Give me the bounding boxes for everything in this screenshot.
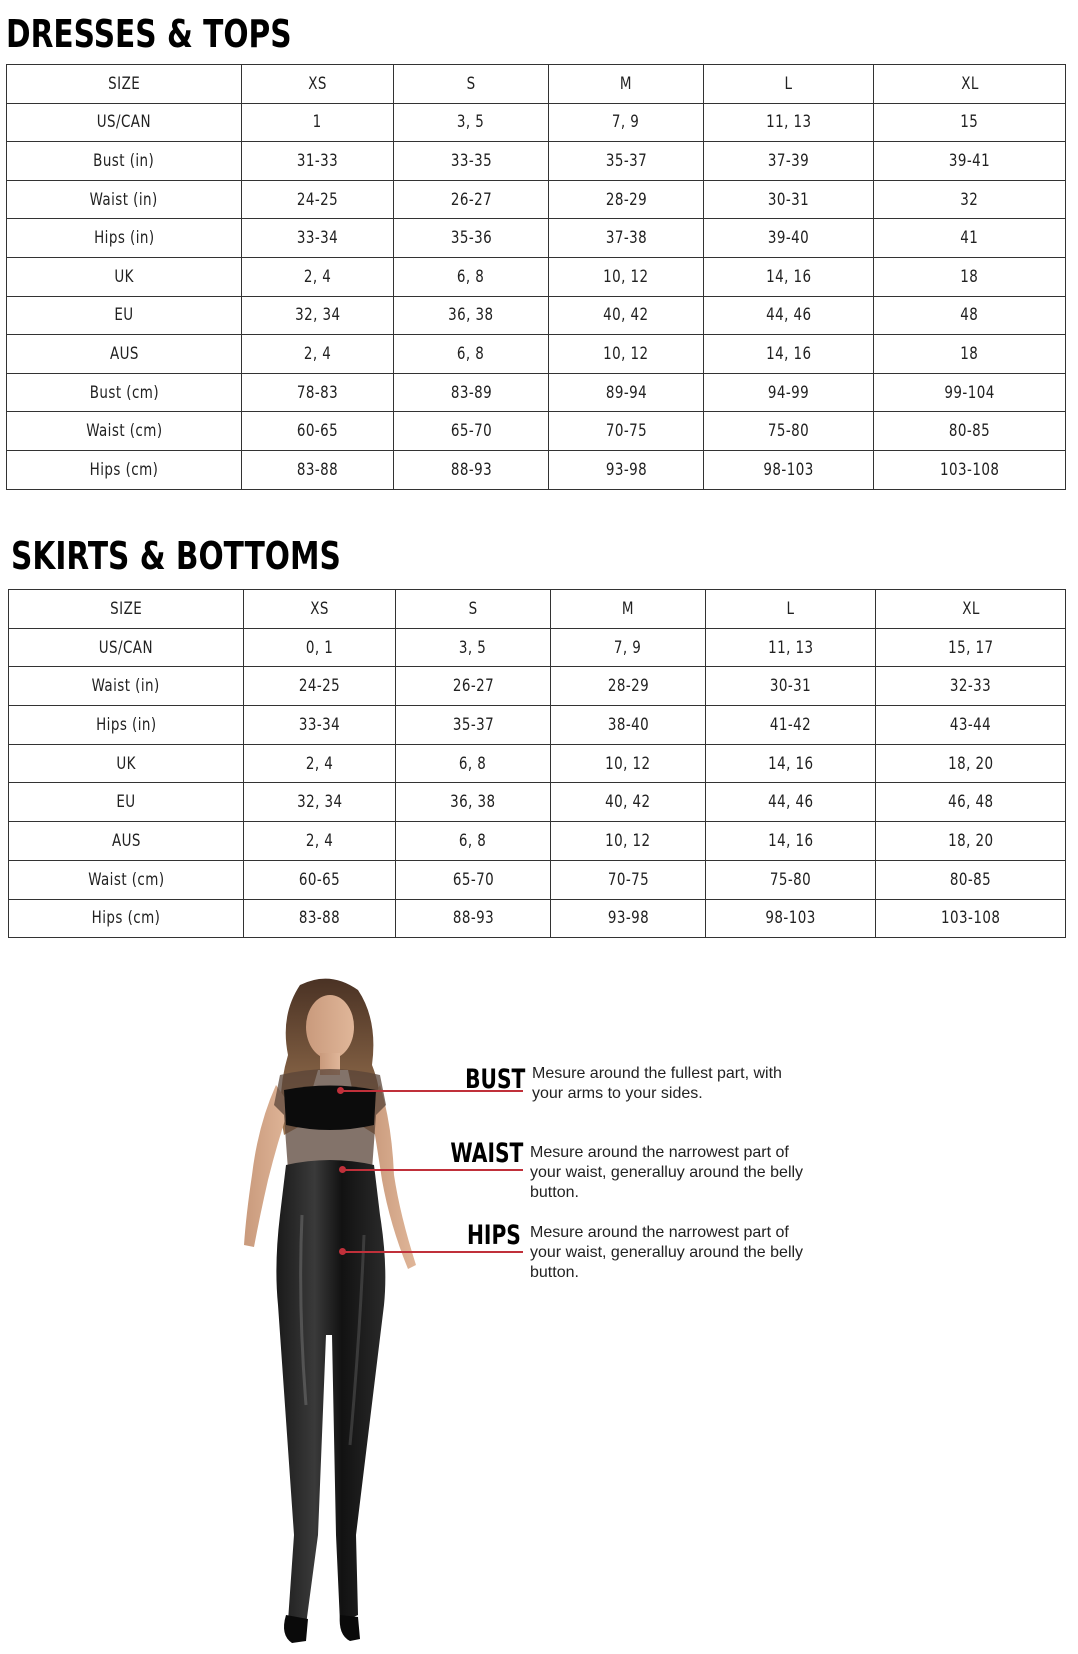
table-row <box>9 628 1066 667</box>
cell-text: 98-103 <box>765 908 816 929</box>
cell-text: XL <box>961 598 980 619</box>
table-row <box>9 899 1066 938</box>
table-header-row <box>9 590 1066 629</box>
table-cell <box>874 257 1066 296</box>
table-cell <box>394 103 549 142</box>
cell-text: 7, 9 <box>614 637 642 658</box>
cell-text: US/CAN <box>96 112 152 133</box>
table-cell <box>706 860 876 899</box>
cell-text: 83-88 <box>298 908 341 929</box>
cell-text: 18, 20 <box>947 830 994 851</box>
cell-text: L <box>784 73 793 94</box>
cell-text: Waist (in) <box>89 189 159 210</box>
cell-text: EU <box>116 792 136 813</box>
cell-text: SIZE <box>107 73 140 94</box>
table-cell <box>244 667 396 706</box>
cell-text: 43-44 <box>949 714 992 735</box>
dresses-size-table <box>6 64 1066 490</box>
cell-text: 89-94 <box>605 382 647 403</box>
table-header-cell <box>9 590 244 629</box>
table-cell <box>706 822 876 861</box>
table-cell <box>874 450 1066 489</box>
cell-text: 99-104 <box>944 382 995 403</box>
table-cell <box>551 667 706 706</box>
table-cell <box>876 667 1066 706</box>
table-cell <box>706 706 876 745</box>
cell-text: 46, 48 <box>947 792 994 813</box>
cell-text: 35-36 <box>450 228 492 249</box>
table-row-label <box>7 335 242 374</box>
cell-text: 39-41 <box>948 150 991 171</box>
cell-text: 33-35 <box>450 150 492 171</box>
cell-text: 88-93 <box>450 459 492 480</box>
cell-text: 28-29 <box>605 189 647 210</box>
table-row-label <box>9 628 244 667</box>
table-cell <box>396 899 551 938</box>
cell-text: 10, 12 <box>603 343 649 364</box>
table-cell <box>394 142 549 181</box>
cell-text: 37-39 <box>767 150 810 171</box>
cell-text: S <box>466 73 476 94</box>
cell-text: 0, 1 <box>305 637 334 658</box>
table-cell <box>551 744 706 783</box>
cell-text: 6, 8 <box>457 266 485 287</box>
dresses-tops-title: DRESSES & TOPS <box>6 12 292 56</box>
bust-label: BUST <box>464 1064 525 1095</box>
cell-text: 14, 16 <box>765 343 812 364</box>
cell-text: Waist (cm) <box>87 869 165 890</box>
table-cell <box>396 628 551 667</box>
table-row <box>9 783 1066 822</box>
table-row <box>9 822 1066 861</box>
table-cell <box>396 744 551 783</box>
cell-text: 6, 8 <box>459 830 487 851</box>
table-row <box>7 373 1066 412</box>
table-cell <box>876 706 1066 745</box>
cell-text: UK <box>114 266 134 287</box>
table-cell <box>704 335 874 374</box>
cell-text: 2, 4 <box>305 753 334 774</box>
table-cell <box>394 450 549 489</box>
cell-text: 32-33 <box>949 676 992 697</box>
table-cell <box>874 296 1066 335</box>
table-header-cell <box>551 590 706 629</box>
table-header-cell <box>874 65 1066 104</box>
model-figure <box>180 975 460 1645</box>
hips-description: Mesure around the narrowest part of your waist, generalluy around the belly button. <box>530 1224 804 1281</box>
cell-text: 7, 9 <box>612 112 640 133</box>
cell-text: 40, 42 <box>605 792 651 813</box>
table-header-cell <box>704 65 874 104</box>
cell-text: S <box>468 598 478 619</box>
table-cell <box>874 412 1066 451</box>
table-cell <box>549 180 704 219</box>
cell-text: 35-37 <box>452 714 494 735</box>
bust-description: Mesure around the fullest part, with your arms to your sides. <box>532 1065 782 1102</box>
cell-text: 80-85 <box>949 869 992 890</box>
table-cell <box>244 783 396 822</box>
cell-text: 10, 12 <box>605 753 651 774</box>
table-cell <box>242 335 394 374</box>
cell-text: 35-37 <box>605 150 647 171</box>
table-row-label <box>9 783 244 822</box>
table-cell <box>396 667 551 706</box>
cell-text: Bust (cm) <box>89 382 159 403</box>
table-cell <box>874 373 1066 412</box>
table-row-label <box>9 744 244 783</box>
table-header-cell <box>876 590 1066 629</box>
table-header-cell <box>244 590 396 629</box>
cell-text: 41-42 <box>769 714 812 735</box>
cell-text: 83-88 <box>296 459 339 480</box>
cell-text: 3, 5 <box>457 112 485 133</box>
table-cell <box>242 142 394 181</box>
table-header-cell <box>7 65 242 104</box>
table-cell <box>242 103 394 142</box>
cell-text: 44, 46 <box>767 792 814 813</box>
cell-text: US/CAN <box>98 637 154 658</box>
cell-text: 103-108 <box>940 908 1001 929</box>
table-header-cell <box>706 590 876 629</box>
cell-text: 75-80 <box>769 869 812 890</box>
table-header-cell <box>549 65 704 104</box>
cell-text: Hips (cm) <box>91 908 161 929</box>
cell-text: 36, 38 <box>450 792 496 813</box>
table-cell <box>551 783 706 822</box>
table-cell <box>551 706 706 745</box>
cell-text: 37-38 <box>605 228 647 249</box>
cell-text: M <box>619 73 633 94</box>
cell-text: Waist (in) <box>91 676 161 697</box>
table-cell <box>704 142 874 181</box>
table-cell <box>242 296 394 335</box>
cell-text: 33-34 <box>296 228 339 249</box>
table-cell <box>704 373 874 412</box>
table-cell <box>396 860 551 899</box>
table-row-label <box>9 822 244 861</box>
table-header-cell <box>396 590 551 629</box>
table-cell <box>874 142 1066 181</box>
cell-text: AUS <box>109 343 139 364</box>
cell-text: 2, 4 <box>305 830 334 851</box>
skirts-size-table <box>8 589 1066 938</box>
table-cell <box>549 373 704 412</box>
cell-text: 36, 38 <box>448 305 494 326</box>
table-row <box>7 180 1066 219</box>
table-cell <box>394 296 549 335</box>
table-row <box>9 860 1066 899</box>
table-cell <box>242 373 394 412</box>
table-cell <box>704 180 874 219</box>
table-row-label <box>9 667 244 706</box>
table-cell <box>549 103 704 142</box>
table-row-label <box>7 257 242 296</box>
hips-label: HIPS <box>467 1220 521 1251</box>
table-header-cell <box>242 65 394 104</box>
cell-text: 32, 34 <box>294 305 341 326</box>
cell-text: 33-34 <box>298 714 341 735</box>
cell-text: 24-25 <box>298 676 341 697</box>
cell-text: 32 <box>960 189 979 210</box>
table-row <box>7 219 1066 258</box>
table-row <box>9 744 1066 783</box>
table-cell <box>876 628 1066 667</box>
table-cell <box>551 899 706 938</box>
cell-text: 48 <box>960 305 979 326</box>
table-row-label <box>7 180 242 219</box>
cell-text: 28-29 <box>607 676 649 697</box>
waist-description: Mesure around the narrowest part of your waist, generalluy around the belly button. <box>530 1144 804 1201</box>
table-cell <box>549 450 704 489</box>
cell-text: 83-89 <box>450 382 492 403</box>
table-cell <box>876 899 1066 938</box>
cell-text: Hips (cm) <box>89 459 159 480</box>
table-cell <box>706 628 876 667</box>
cell-text: XS <box>310 598 329 619</box>
cell-text: SIZE <box>109 598 142 619</box>
table-cell <box>244 744 396 783</box>
cell-text: L <box>786 598 795 619</box>
cell-text: 38-40 <box>607 714 649 735</box>
cell-text: 30-31 <box>769 676 812 697</box>
cell-text: 14, 16 <box>767 830 814 851</box>
table-cell <box>394 257 549 296</box>
table-cell <box>549 257 704 296</box>
cell-text: XL <box>960 73 979 94</box>
cell-text: 41 <box>960 228 979 249</box>
cell-text: 18 <box>960 266 979 287</box>
table-row <box>9 667 1066 706</box>
table-cell <box>394 335 549 374</box>
table-row <box>7 450 1066 489</box>
cell-text: 98-103 <box>763 459 814 480</box>
cell-text: 78-83 <box>296 382 339 403</box>
table-cell <box>549 412 704 451</box>
cell-text: 3, 5 <box>459 637 487 658</box>
cell-text: M <box>621 598 635 619</box>
cell-text: 26-27 <box>452 676 494 697</box>
table-row <box>7 335 1066 374</box>
table-cell <box>551 822 706 861</box>
table-cell <box>706 899 876 938</box>
cell-text: AUS <box>111 830 141 851</box>
table-row <box>7 257 1066 296</box>
table-cell <box>874 103 1066 142</box>
cell-text: 65-70 <box>450 421 492 442</box>
table-row-label <box>9 706 244 745</box>
table-cell <box>549 219 704 258</box>
table-cell <box>244 822 396 861</box>
cell-text: 24-25 <box>296 189 339 210</box>
waist-line <box>345 1169 523 1171</box>
cell-text: 94-99 <box>767 382 810 403</box>
cell-text: 60-65 <box>298 869 341 890</box>
waist-label: WAIST <box>449 1138 523 1169</box>
cell-text: 2, 4 <box>303 343 332 364</box>
cell-text: 93-98 <box>607 908 649 929</box>
table-cell <box>244 860 396 899</box>
table-cell <box>244 628 396 667</box>
table-row <box>7 142 1066 181</box>
table-cell <box>706 667 876 706</box>
table-cell <box>394 412 549 451</box>
cell-text: 11, 13 <box>765 112 812 133</box>
table-row-label <box>9 899 244 938</box>
table-cell <box>706 744 876 783</box>
cell-text: XS <box>308 73 327 94</box>
cell-text: 93-98 <box>605 459 647 480</box>
table-row <box>9 706 1066 745</box>
table-row-label <box>9 860 244 899</box>
cell-text: 31-33 <box>296 150 339 171</box>
table-cell <box>549 142 704 181</box>
cell-text: 65-70 <box>452 869 494 890</box>
table-cell <box>704 296 874 335</box>
table-cell <box>704 103 874 142</box>
table-cell <box>876 822 1066 861</box>
cell-text: 6, 8 <box>459 753 487 774</box>
table-cell <box>549 335 704 374</box>
table-row-label <box>7 450 242 489</box>
table-row <box>7 296 1066 335</box>
cell-text: 80-85 <box>948 421 991 442</box>
table-cell <box>394 180 549 219</box>
table-header-row <box>7 65 1066 104</box>
table-cell <box>396 822 551 861</box>
cell-text: 15, 17 <box>947 637 994 658</box>
hips-line <box>345 1251 523 1253</box>
table-cell <box>242 412 394 451</box>
cell-text: Bust (in) <box>93 150 155 171</box>
cell-text: 18 <box>960 343 979 364</box>
cell-text: 6, 8 <box>457 343 485 364</box>
cell-text: 70-75 <box>607 869 649 890</box>
table-row-label <box>7 142 242 181</box>
cell-text: 44, 46 <box>765 305 812 326</box>
table-cell <box>876 860 1066 899</box>
table-cell <box>706 783 876 822</box>
cell-text: Hips (in) <box>93 228 155 249</box>
cell-text: 40, 42 <box>603 305 649 326</box>
cell-text: Waist (cm) <box>85 421 163 442</box>
table-header-cell <box>394 65 549 104</box>
cell-text: EU <box>114 305 134 326</box>
table-cell <box>244 706 396 745</box>
table-row-label <box>7 412 242 451</box>
table-cell <box>242 180 394 219</box>
table-row-label <box>7 296 242 335</box>
skirts-bottoms-title: SKIRTS & BOTTOMS <box>11 534 341 578</box>
cell-text: 75-80 <box>767 421 810 442</box>
cell-text: 10, 12 <box>605 830 651 851</box>
cell-text: 70-75 <box>605 421 647 442</box>
table-cell <box>874 180 1066 219</box>
cell-text: 1 <box>312 112 322 133</box>
cell-text: 2, 4 <box>303 266 332 287</box>
table-cell <box>549 296 704 335</box>
table-row-label <box>7 373 242 412</box>
table-cell <box>394 373 549 412</box>
table-cell <box>242 219 394 258</box>
cell-text: 10, 12 <box>603 266 649 287</box>
table-row <box>7 103 1066 142</box>
cell-text: 88-93 <box>452 908 494 929</box>
cell-text: 11, 13 <box>767 637 814 658</box>
cell-text: Hips (in) <box>95 714 157 735</box>
table-cell <box>874 219 1066 258</box>
cell-text: 15 <box>960 112 979 133</box>
table-cell <box>704 219 874 258</box>
table-cell <box>704 450 874 489</box>
table-cell <box>704 412 874 451</box>
table-cell <box>876 783 1066 822</box>
cell-text: 14, 16 <box>767 753 814 774</box>
table-cell <box>551 628 706 667</box>
table-cell <box>396 706 551 745</box>
table-cell <box>874 335 1066 374</box>
table-cell <box>242 450 394 489</box>
cell-text: 32, 34 <box>296 792 343 813</box>
table-cell <box>396 783 551 822</box>
table-row <box>7 412 1066 451</box>
cell-text: 60-65 <box>296 421 339 442</box>
table-cell <box>242 257 394 296</box>
table-cell <box>244 899 396 938</box>
table-row-label <box>7 103 242 142</box>
cell-text: 103-108 <box>939 459 1000 480</box>
cell-text: 18, 20 <box>947 753 994 774</box>
cell-text: UK <box>116 753 136 774</box>
table-cell <box>394 219 549 258</box>
cell-text: 14, 16 <box>765 266 812 287</box>
table-cell <box>876 744 1066 783</box>
cell-text: 26-27 <box>450 189 492 210</box>
cell-text: 30-31 <box>767 189 810 210</box>
model-silhouette-image <box>180 975 460 1645</box>
table-cell <box>551 860 706 899</box>
table-row-label <box>7 219 242 258</box>
table-cell <box>704 257 874 296</box>
cell-text: 39-40 <box>767 228 810 249</box>
